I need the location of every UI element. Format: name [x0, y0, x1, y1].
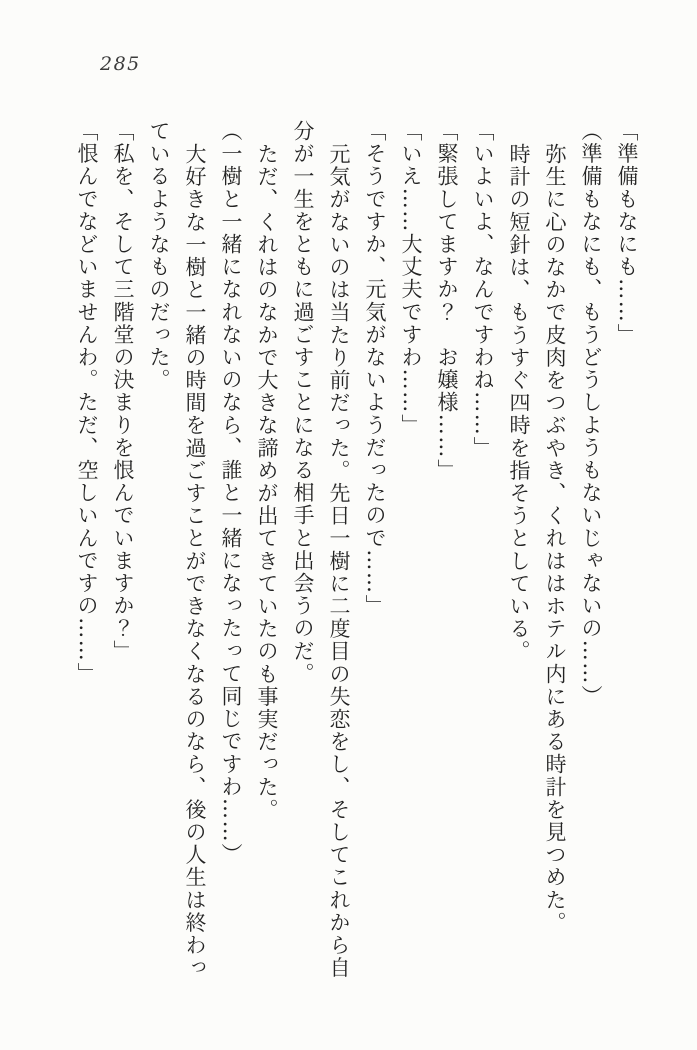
text-column-1: 「準備もなにも……」 — [615, 120, 639, 346]
text-column-12: （一樹と一緒になれないのなら、誰と一緒になったって同じですわ……） — [219, 120, 243, 866]
text-column-10: 分が一生をともに過ごすことになる相手と出会うのだ。 — [291, 120, 315, 685]
text-column-9: 元気がないのは当たり前だった。先日一樹に二度目の失恋をし、そしてこれから自 — [327, 142, 351, 979]
text-column-11: ただ、くれはのなかで大きな諦めが出てきていたのも事実だった。 — [255, 142, 279, 821]
text-column-3: 弥生に心のなかで皮肉をつぶやき、くれははホテル内にある時計を見つめた。 — [543, 142, 567, 934]
text-column-4: 時計の短針は、もうすぐ四時を指そうとしている。 — [507, 142, 531, 663]
text-column-14: ているようなものだった。 — [147, 120, 171, 392]
text-column-13: 大好きな一樹と一緒の時間を過ごすことができなくなるのなら、後の人生は終わっ — [183, 142, 207, 979]
page-number: 285 — [100, 53, 141, 75]
text-column-2: （準備もなにも、もうどうしようもないじゃないの……） — [579, 120, 603, 708]
text-column-8: 「そうですか、元気がないようだったので……」 — [363, 120, 387, 618]
text-column-5: 「いよいよ、なんですわね……」 — [471, 120, 495, 459]
text-column-7: 「いえ……大丈夫ですわ……」 — [399, 120, 423, 437]
book-page-text — [69, 120, 645, 992]
text-column-16: 「恨んでなどいませんわ。ただ、空しいんですの……」 — [75, 120, 99, 685]
text-column-15: 「私を、そして三階堂の決まりを恨んでいますか？」 — [111, 120, 135, 663]
text-column-6: 「緊張してますか？ お嬢様……」 — [435, 120, 459, 482]
